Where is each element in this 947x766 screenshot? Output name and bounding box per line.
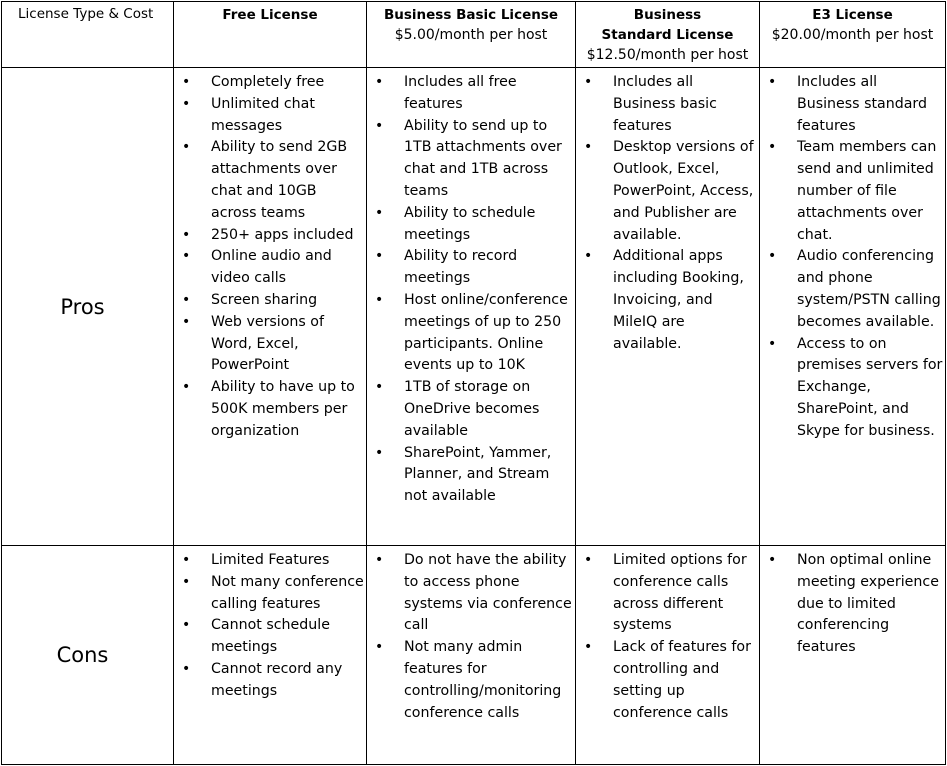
list-item: • Online audio and video calls [211,246,364,290]
column-title: Business Basic License [383,7,559,23]
list-item: • Ability to schedule meetings [404,203,573,247]
corner-header: License Type & Cost [2,2,174,68]
bullet-list [367,68,575,508]
list-item: • Host online/conference meetings of up to 250 participants. Online events up to 10K [404,290,573,377]
cons-free-cell [174,546,367,765]
header-row [2,2,946,68]
list-item: • Completely free [211,72,364,94]
list-item: • Limited Features [211,550,364,572]
cons-row [2,546,946,765]
cons-label: Cons [2,546,174,765]
list-item: • Additional apps including Booking, Invoicing, and MileIQ are available. [613,246,757,355]
column-title: E3 License [812,7,893,23]
list-item: • 250+ apps included [211,225,364,247]
list-item: • Screen sharing [211,290,364,312]
bullet-list [576,68,759,355]
header-e3-license [760,2,946,68]
column-price: $5.00/month per host [394,27,548,43]
list-item: • Unlimited chat messages [211,94,364,138]
bullet-list [174,546,366,703]
list-item: • Cannot schedule meetings [211,615,364,659]
list-item: • Not many admin features for controlling/monitoring conference calls [404,637,573,724]
bullet-list [174,68,366,443]
license-comparison-table [1,1,946,765]
list-item: • Desktop versions of Outlook, Excel, PowerPoint, Access, and Publisher are available. [613,137,757,246]
list-item: • Ability to record meetings [404,246,573,290]
cons-basic-cell [367,546,576,765]
header-business-standard [576,2,760,68]
list-item: • Limited options for conference calls across different systems [613,550,757,637]
list-item: • Audio conferencing and phone system/PSTN calling becomes available. [797,246,943,333]
list-item: • Ability to have up to 500K members per organization [211,377,364,442]
pros-standard-cell [576,68,760,546]
pros-e3-cell [760,68,946,546]
bullet-list [760,68,945,443]
bullet-list [576,546,759,724]
list-item: • SharePoint, Yammer, Planner, and Stream not available [404,443,573,508]
pros-basic-cell [367,68,576,546]
list-item: • Ability to send 2GB attachments over chat and 10GB across teams [211,137,364,224]
header-business-basic [367,2,576,68]
list-item: • Cannot record any meetings [211,659,364,703]
column-title: Business Standard License [601,7,734,43]
pros-free-cell [174,68,367,546]
list-item: • Includes all Business basic features [613,72,757,137]
bullet-list [367,546,575,724]
list-item: • Includes all free features [404,72,573,116]
pros-label: Pros [2,68,174,546]
list-item: • Lack of features for controlling and setting up conference calls [613,637,757,724]
cons-standard-cell [576,546,760,765]
header-free-license [174,2,367,68]
list-item: • Access to on premises servers for Exchange, SharePoint, and Skype for business. [797,334,943,443]
column-price: $20.00/month per host [771,27,934,43]
column-price: $12.50/month per host [586,47,749,63]
list-item: • 1TB of storage on OneDrive becomes available [404,377,573,442]
list-item: • Web versions of Word, Excel, PowerPoint [211,312,364,377]
list-item: • Ability to send up to 1TB attachments over chat and 1TB across teams [404,116,573,203]
list-item: • Do not have the ability to access phone systems via conference call [404,550,573,637]
bullet-list [760,546,945,659]
list-item: • Not many conference calling features [211,572,364,616]
list-item: • Team members can send and unlimited number of file attachments over chat. [797,137,943,246]
list-item: • Includes all Business standard features [797,72,943,137]
column-title: Free License [222,7,318,23]
cons-e3-cell [760,546,946,765]
list-item: • Non optimal online meeting experience due to limited conferencing features [797,550,943,659]
pros-row [2,68,946,546]
